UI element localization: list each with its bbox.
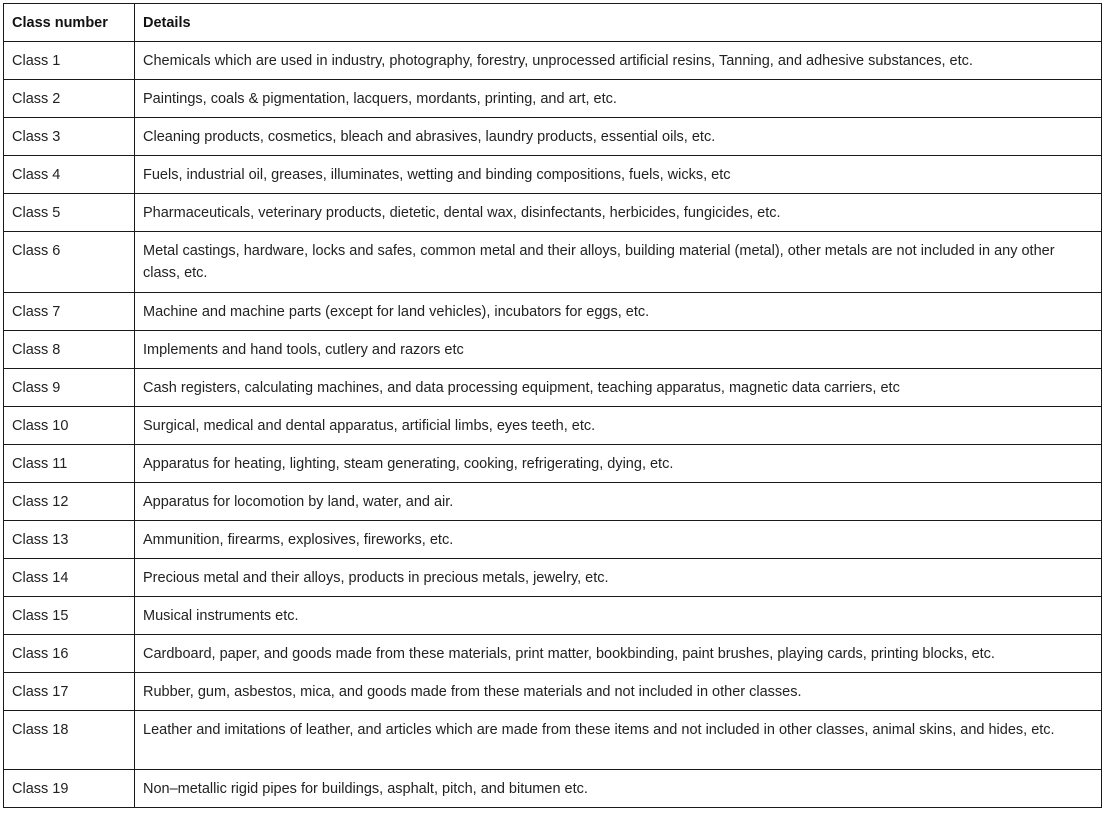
class-cell: Class 5	[4, 194, 135, 232]
details-cell: Apparatus for heating, lighting, steam generating, cooking, refrigerating, dying, etc.	[135, 445, 1102, 483]
details-cell: Machine and machine parts (except for land vehicles), incubators for eggs, etc.	[135, 293, 1102, 331]
table-row	[4, 483, 1102, 521]
details-cell: Cardboard, paper, and goods made from these materials, print matter, bookbinding, paint brushes, playing cards, printing blocks, etc.	[135, 635, 1102, 673]
details-cell: Implements and hand tools, cutlery and razors etc	[135, 331, 1102, 369]
table-row	[4, 635, 1102, 673]
table-row	[4, 194, 1102, 232]
trademark-class-table	[3, 3, 1102, 808]
class-cell: Class 16	[4, 635, 135, 673]
header-details: Details	[135, 4, 1102, 42]
table-row	[4, 559, 1102, 597]
class-cell: Class 8	[4, 331, 135, 369]
class-cell: Class 9	[4, 369, 135, 407]
table-row	[4, 407, 1102, 445]
details-cell: Non–metallic rigid pipes for buildings, asphalt, pitch, and bitumen etc.	[135, 770, 1102, 808]
table-row	[4, 118, 1102, 156]
table-row	[4, 369, 1102, 407]
table-row	[4, 445, 1102, 483]
table-row	[4, 80, 1102, 118]
details-cell: Musical instruments etc.	[135, 597, 1102, 635]
header-class-number: Class number	[4, 4, 135, 42]
class-cell: Class 17	[4, 673, 135, 711]
class-cell: Class 3	[4, 118, 135, 156]
class-cell: Class 2	[4, 80, 135, 118]
class-cell: Class 1	[4, 42, 135, 80]
table-row	[4, 597, 1102, 635]
class-cell: Class 11	[4, 445, 135, 483]
table-row	[4, 770, 1102, 808]
class-cell: Class 15	[4, 597, 135, 635]
details-cell: Cleaning products, cosmetics, bleach and abrasives, laundry products, essential oils, etc.	[135, 118, 1102, 156]
class-cell: Class 13	[4, 521, 135, 559]
table-row	[4, 293, 1102, 331]
details-cell: Precious metal and their alloys, products in precious metals, jewelry, etc.	[135, 559, 1102, 597]
details-cell: Apparatus for locomotion by land, water, and air.	[135, 483, 1102, 521]
class-cell: Class 7	[4, 293, 135, 331]
details-cell: Fuels, industrial oil, greases, illuminates, wetting and binding compositions, fuels, wicks, etc	[135, 156, 1102, 194]
class-cell: Class 18	[4, 711, 135, 770]
details-cell: Chemicals which are used in industry, photography, forestry, unprocessed artificial resins, Tanning, and adhesive substances, etc.	[135, 42, 1102, 80]
table-row	[4, 331, 1102, 369]
details-cell: Rubber, gum, asbestos, mica, and goods made from these materials and not included in other classes.	[135, 673, 1102, 711]
details-cell: Cash registers, calculating machines, and data processing equipment, teaching apparatus, magnetic data carriers, etc	[135, 369, 1102, 407]
details-cell: Leather and imitations of leather, and articles which are made from these items and not included in other classes, animal skins, and hides, etc.	[135, 711, 1102, 770]
class-cell: Class 6	[4, 232, 135, 293]
class-cell: Class 12	[4, 483, 135, 521]
details-cell: Ammunition, firearms, explosives, fireworks, etc.	[135, 521, 1102, 559]
class-cell: Class 4	[4, 156, 135, 194]
class-cell: Class 10	[4, 407, 135, 445]
table-row	[4, 673, 1102, 711]
class-cell: Class 14	[4, 559, 135, 597]
details-cell: Metal castings, hardware, locks and safes, common metal and their alloys, building material (metal), other metals are not included in any other class, etc.	[135, 232, 1102, 293]
details-cell: Pharmaceuticals, veterinary products, dietetic, dental wax, disinfectants, herbicides, fungicides, etc.	[135, 194, 1102, 232]
table-row	[4, 521, 1102, 559]
table-row	[4, 42, 1102, 80]
table-row	[4, 232, 1102, 293]
table-row	[4, 156, 1102, 194]
class-cell: Class 19	[4, 770, 135, 808]
class-table-container	[3, 3, 1101, 808]
table-header-row	[4, 4, 1102, 42]
details-cell: Paintings, coals & pigmentation, lacquers, mordants, printing, and art, etc.	[135, 80, 1102, 118]
table-row	[4, 711, 1102, 770]
details-cell: Surgical, medical and dental apparatus, artificial limbs, eyes teeth, etc.	[135, 407, 1102, 445]
